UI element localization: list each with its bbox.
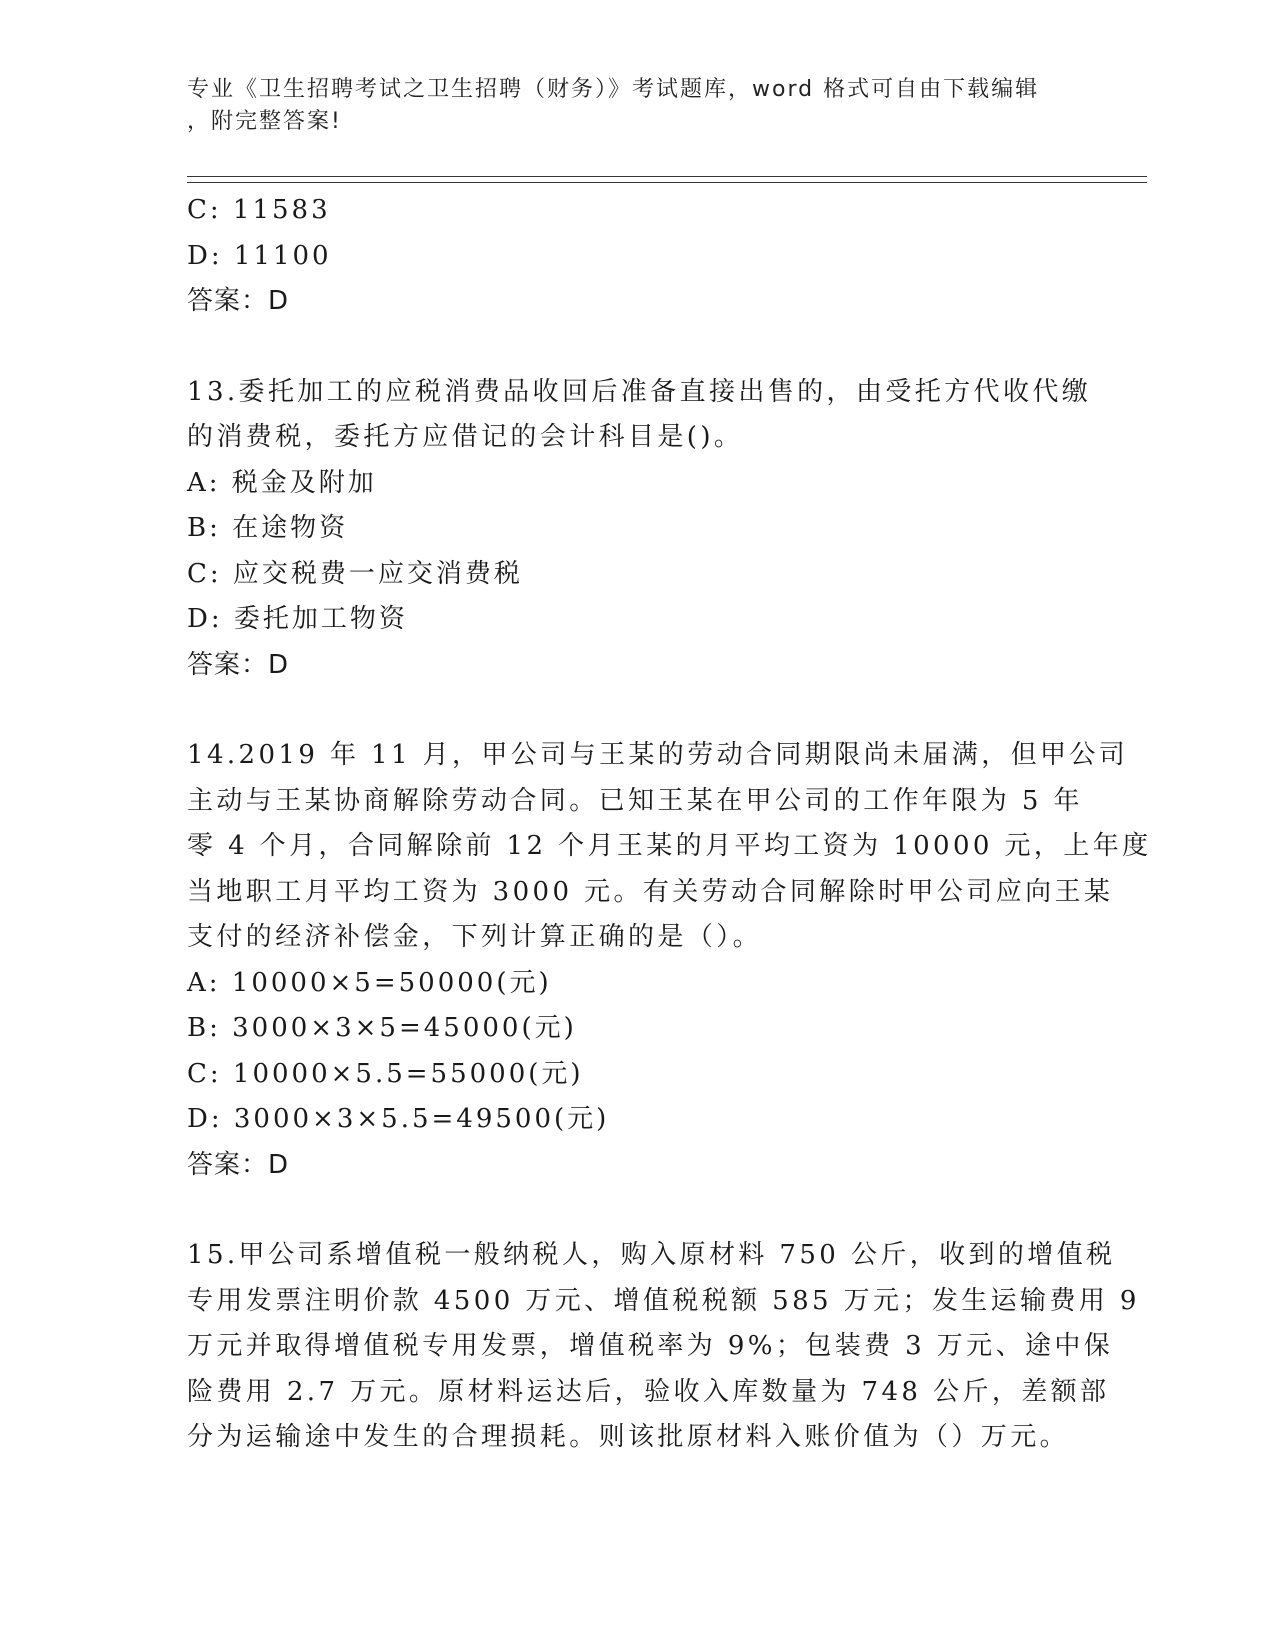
option-b: B: 在途物资 [187,513,349,543]
question-content [187,188,1152,1461]
answer-label: 答案：D [187,649,290,680]
question-stem-line: 14.2019 年 11 月，甲公司与王某的劳动合同期限尚未届满，但甲公司 [187,740,1129,770]
option-a: A: 10000×5=50000(元) [187,967,552,998]
question-stem-line: 零 4 个月，合同解除前 12 个月王某的月平均工资为 10000 元，上年度 [187,831,1152,861]
question-stem-line: 专用发票注明价款 4500 万元、增值税税额 585 万元；发生运输费用 9 [187,1285,1140,1316]
question-stem-line: 分为运输途中发生的合理损耗。则该批原材料入账价值为（）万元。 [187,1422,1070,1452]
question-13 [187,370,1092,689]
option-c: C: 10000×5.5=55000(元) [187,1058,584,1089]
question-stem-line: 13.委托加工的应税消费品收回后准备直接出售的，由受托方代收代缴 [187,376,1092,407]
answer-label: 答案：D [187,286,290,316]
option-d: D: 11100 [187,240,332,271]
question-stem-line: 支付的经济补偿金，下列计算正确的是（）。 [187,922,763,952]
document-header [187,74,1067,138]
option-d: D: 3000×3×5.5=49500(元) [187,1104,610,1134]
header-line-2: ，附完整答案! [187,109,342,134]
question-stem-line: 当地职工月平均工资为 3000 元。有关劳动合同解除时甲公司应向王某 [187,876,1114,907]
option-b: B: 3000×3×5=45000(元) [187,1013,577,1043]
option-d: D: 委托加工物资 [187,604,408,634]
question-stem-line: 主动与王某协商解除劳动合同。已知王某在甲公司的工作年限为 5 年 [187,785,1083,816]
question-stem-line: 险费用 2.7 万元。原材料运达后，验收入库数量为 748 公斤，差额部 [187,1376,1110,1407]
question-12-tail [187,188,1067,325]
option-c: C: 应交税费一应交消费税 [187,558,523,589]
header-divider [187,176,1147,183]
question-15 [187,1233,1140,1461]
question-stem-line: 万元并取得增值税专用发票，增值税率为 9%；包装费 3 万元、途中保 [187,1331,1114,1361]
answer-label: 答案：D [187,1149,290,1180]
question-stem-line: 15.甲公司系增值税一般纳税人，购入原材料 750 公斤，收到的增值税 [187,1240,1116,1270]
header-line-1: 专业《卫生招聘考试之卫生招聘（财务）》考试题库，word 格式可自由下载编辑 [187,77,1040,102]
option-c: C: 11583 [187,195,331,225]
question-stem-line: 的消费税，委托方应借记的会计科目是()。 [187,422,744,452]
question-14 [187,733,1152,1188]
option-a: A: 税金及附加 [187,467,377,498]
